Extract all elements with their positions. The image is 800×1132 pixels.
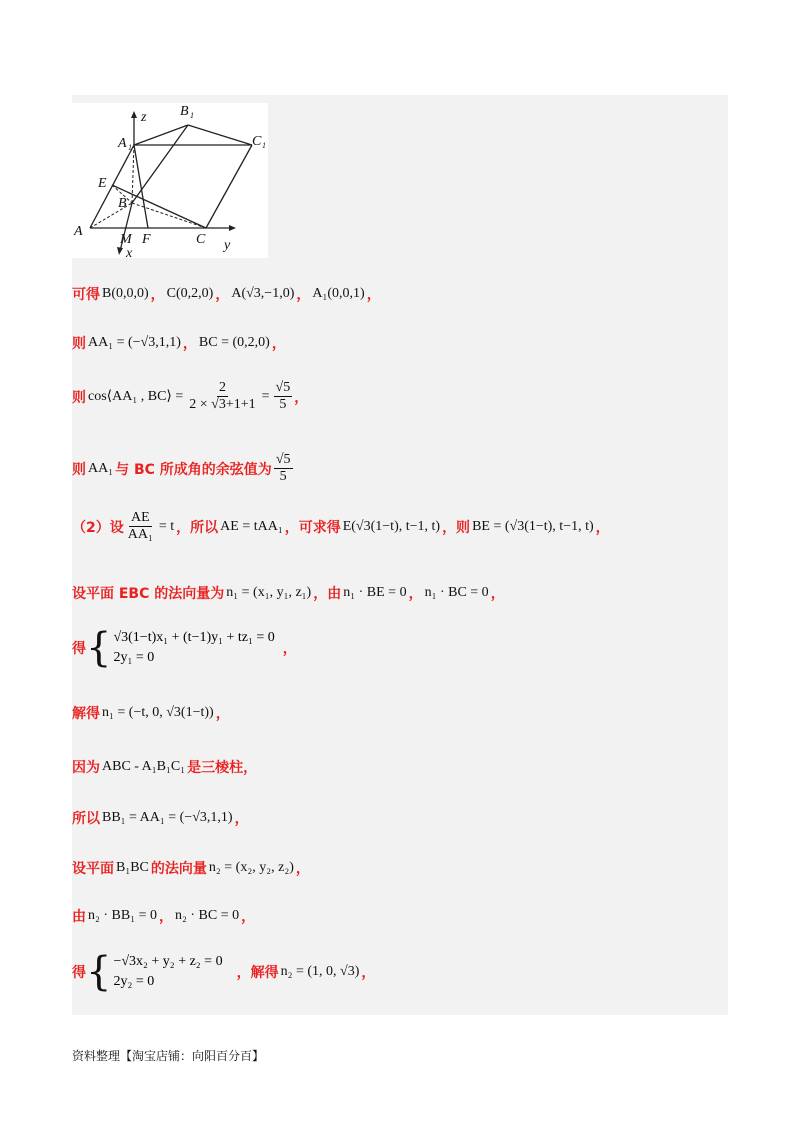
math: n₁ = (x₁, y₁, z₁) — [226, 585, 312, 600]
denominator: 5 — [279, 397, 287, 412]
text: 因为 — [72, 760, 100, 776]
comma: ， — [366, 287, 381, 303]
text: ，解得 — [236, 965, 279, 981]
y-arrow — [229, 225, 236, 231]
equation: √3(1−t)x₁ + (t−1)y₁ + tz₁ = 0 — [113, 630, 275, 645]
text: 得 — [72, 965, 86, 981]
label-x: x — [126, 246, 133, 258]
math: n₁ · BC = 0 — [424, 585, 489, 600]
text: 设平面 EBC 的法向量为 — [72, 586, 225, 602]
comma: ， — [595, 519, 610, 536]
label-m: M — [120, 232, 132, 247]
comma: ， — [234, 811, 249, 827]
system-rows — [113, 952, 222, 992]
text: 则 — [72, 461, 86, 478]
text: （2）设 — [72, 519, 124, 536]
math: E(√3(1−t), t−1, t) — [342, 518, 441, 534]
label-c1-sub: 1 — [262, 141, 266, 150]
math: ABC - A₁B₁C₁ — [102, 759, 186, 774]
comma: ， — [271, 336, 286, 352]
label-b1-sub: 1 — [190, 111, 194, 120]
line-plane-ebc — [72, 583, 505, 603]
z-arrow — [131, 111, 137, 118]
fraction — [126, 510, 155, 543]
text: 由 — [72, 909, 86, 925]
comma: ， — [150, 287, 165, 303]
comma: ， — [296, 287, 311, 303]
label-b1: B — [180, 104, 189, 119]
math: BB₁ = AA₁ = (−√3,1,1) — [102, 810, 233, 825]
math: BC = (0,2,0) — [198, 335, 270, 350]
math: cos⟨AA₁ , BC⟩ = — [88, 389, 184, 404]
comma: ， — [182, 336, 197, 352]
math: AE = tAA₁ — [220, 518, 283, 534]
fraction — [274, 380, 293, 413]
label-e: E — [98, 176, 107, 191]
equation: 2y₂ = 0 — [113, 974, 155, 989]
text: 则 — [72, 389, 86, 406]
edge-c1c — [206, 145, 252, 228]
text: 设平面 — [72, 861, 114, 877]
comma: ， — [361, 965, 376, 981]
math: A(√3,−1,0) — [231, 286, 295, 301]
math: n₂ = (1, 0, √3) — [280, 964, 360, 979]
equation-system — [86, 625, 275, 671]
math: C(0,2,0) — [166, 286, 214, 301]
equation-system — [86, 949, 223, 995]
label-a1-sub: 1 — [128, 143, 132, 152]
math: B₁BC — [116, 860, 149, 875]
label-y: y — [224, 238, 231, 253]
comma: ， — [215, 287, 230, 303]
numerator: √5 — [275, 380, 291, 395]
comma: ， — [295, 861, 310, 877]
line-result — [72, 452, 295, 485]
line-prism — [72, 757, 257, 777]
line-part2 — [72, 510, 610, 543]
math: n₁ = (−t, 0, √3(1−t)) — [102, 705, 214, 720]
edge-bc-dashed — [132, 203, 206, 228]
text: 可得 — [72, 287, 100, 303]
numerator: √5 — [275, 452, 291, 467]
line-coordinates — [72, 284, 381, 304]
line-n2-conditions — [72, 906, 255, 926]
edge-a1b1 — [134, 125, 188, 145]
line-system-1 — [72, 625, 297, 671]
x-arrow — [117, 247, 123, 255]
label-c1: C — [252, 134, 262, 149]
comma: ， — [294, 389, 309, 406]
math: n₂ · BB₁ = 0 — [88, 908, 157, 923]
text: 与 BC 所成角的余弦值为 — [115, 461, 272, 478]
prism-diagram — [72, 103, 268, 258]
prism-figure — [72, 103, 268, 258]
math: n₁ · BE = 0 — [343, 585, 407, 600]
line-n1 — [72, 703, 230, 723]
text: 得 — [72, 641, 86, 657]
math: A₁(0,0,1) — [312, 286, 365, 301]
math: AA₁ = (−√3,1,1) — [88, 335, 181, 350]
comma: ， — [215, 706, 230, 722]
equation: 2y₁ = 0 — [113, 650, 155, 665]
system-rows — [113, 628, 274, 668]
edge-b1b — [132, 125, 188, 203]
comma: ， — [159, 909, 173, 925]
comma: ， — [241, 909, 256, 925]
equation: −√3x₂ + y₂ + z₂ = 0 — [113, 954, 223, 969]
label-b: B — [118, 196, 127, 211]
line-vectors — [72, 333, 286, 353]
denominator: 2 × √3+1+1 — [189, 397, 256, 412]
math: = t — [158, 518, 175, 534]
text: 的法向量 — [150, 861, 207, 877]
edge-a1a — [90, 145, 134, 228]
denominator: AA₁ — [127, 527, 153, 542]
comma: ， — [282, 641, 297, 657]
label-a1: A — [118, 136, 127, 151]
fraction — [187, 380, 257, 413]
edge-b1c1 — [188, 125, 252, 145]
math: B(0,0,0) — [102, 286, 149, 301]
text: ，则 — [442, 519, 471, 536]
comma: ， — [490, 586, 505, 602]
comma: ， — [408, 586, 423, 602]
text: ，由 — [313, 586, 342, 602]
text: 是三棱柱， — [187, 760, 258, 776]
math: = — [261, 388, 270, 404]
fraction — [274, 452, 293, 485]
brace: { — [86, 625, 112, 671]
math: BE = (√3(1−t), t−1, t) — [472, 518, 594, 534]
label-a: A — [74, 224, 83, 239]
numerator: AE — [130, 510, 150, 525]
math: n₂ = (x₂, y₂, z₂) — [208, 860, 294, 875]
line-plane-b1bc — [72, 858, 310, 878]
line-bb1 — [72, 808, 249, 828]
numerator: 2 — [218, 380, 226, 395]
footer: 资料整理【淘宝店铺：向阳百分百】 — [72, 1049, 265, 1063]
text: 所以 — [72, 811, 100, 827]
label-z: z — [141, 110, 147, 125]
label-c: C — [196, 232, 206, 247]
text: 解得 — [72, 706, 100, 722]
text: ，可求得 — [284, 519, 341, 536]
line-system-2 — [72, 949, 376, 995]
label-f: F — [142, 232, 151, 247]
math: AA₁ — [88, 460, 114, 476]
text: ，所以 — [176, 519, 219, 536]
line-cosine — [72, 380, 308, 413]
brace: { — [86, 949, 112, 995]
edge-a1f — [134, 145, 148, 228]
text: 则 — [72, 336, 86, 352]
denominator: 5 — [279, 469, 287, 484]
math: n₂ · BC = 0 — [175, 908, 240, 923]
